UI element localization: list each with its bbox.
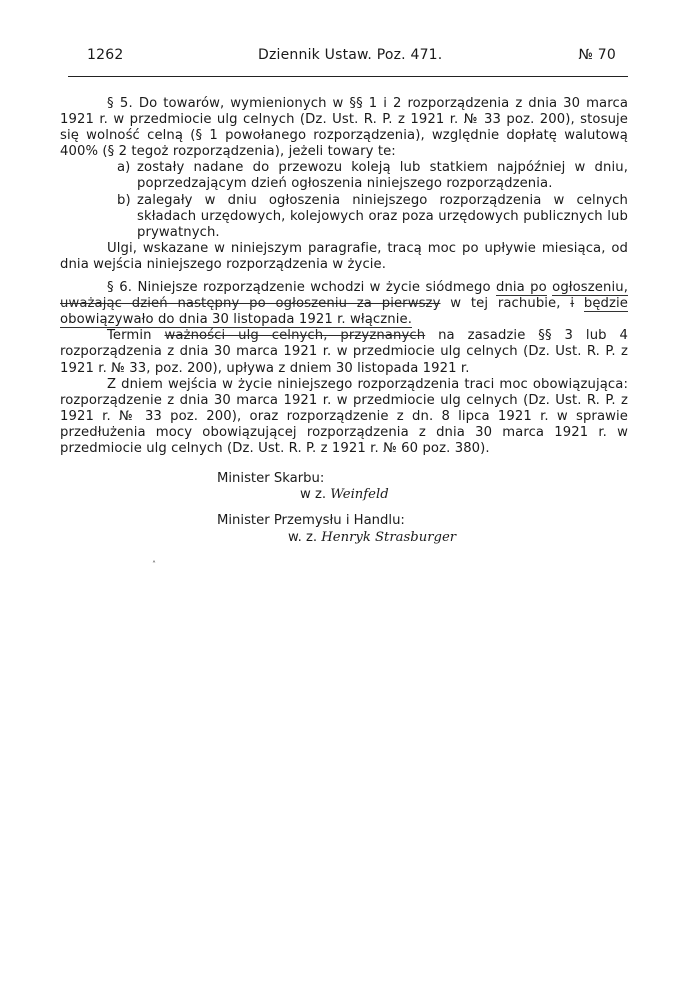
- page-number: 1262: [87, 47, 124, 63]
- signature-minister-1-title: Minister Skarbu:: [217, 471, 325, 486]
- section-6-struck-text-1: uważając dzień następny po ogłoszeniu za pierwszy: [60, 296, 441, 312]
- section-5-label: § 5.: [107, 96, 133, 111]
- termin-rest: na zasadzie §§ 3 lub 4 rozporządzenia z dnia 30 marca 1921 r. w przedmiocie ulg celnych (Dz. Ust. R. P. z 1921 r. № 33, poz. 200), upływa z dniem 30 listopada 1921 r.: [60, 328, 628, 376]
- section-6-struck-text-2: i: [570, 296, 575, 312]
- section-5-text: Do towarów, wymienionych w §§ 1 i 2 rozporządzenia z dnia 30 marca 1921 r. w przedmiocie ulg celnych (Dz. Ust. R. P. z 1921 r. № 33 poz. 200), stosuje się wolność celną (§ 1 powołanego rozporządzenia), względnie dopłatę walutową 400% (§ 2 tegoż rozporządzenia), jeżeli towary te:: [60, 96, 629, 160]
- section-6-ogloszeniu: ogłoszeniu,: [552, 280, 628, 296]
- item-a-marker: a): [117, 160, 131, 176]
- section-5-item-b: [60, 193, 628, 241]
- termin-paragraph: [60, 328, 628, 376]
- document-body: [60, 96, 628, 457]
- signature-minister-2-name: Henryk Strasburger: [321, 530, 457, 545]
- section-6-w-tej: w tej rachubie,: [450, 296, 561, 312]
- item-b-marker: b): [117, 192, 131, 208]
- signature-minister-1: [300, 487, 389, 503]
- item-a-text: zostały nadane do przewozu koleją lub statkiem najpóźniej w dniu, poprzedzającym dzień ogłoszenia niniejszego rozporządzenia.: [137, 160, 628, 192]
- section-gap: [60, 273, 628, 280]
- signature-minister-1-name: Weinfeld: [330, 487, 389, 502]
- page-mark: ˄: [152, 560, 156, 569]
- final-paragraph: Z dniem wejścia w życie niniejszego rozporządzenia traci moc obowiązująca: rozporządzenie z dnia 30 marca 1921 r. w przedmiocie ulg celnych (Dz. Ust. R. P. z 1921 r. № 33 poz. 200), oraz rozporządzenie z dn. 8 lipca 1921 r. w sprawie przedłużenia mocy obowiązującej rozporządzenia z dnia 30 marca 1921 r. w przedmiocie ulg celnych (Dz. Ust. R. P. z 1921 r. № 60 poz. 380).: [60, 376, 628, 456]
- item-b-text: zalegały w dniu ogłoszenia niniejszego rozporządzenia w celnych składach urzędowych, kolejowych oraz poza urzędowych publicznych lub prywatnych.: [137, 192, 628, 240]
- section-5-item-a: [60, 160, 628, 192]
- signature-minister-1-prefix: w z.: [300, 487, 327, 502]
- document-page: [60, 0, 628, 983]
- signature-minister-2-prefix: w. z.: [288, 530, 318, 545]
- signature-minister-2: [288, 530, 456, 546]
- section-5-paragraph: [60, 96, 628, 160]
- section-6-text-start: Niniejsze rozporządzenie wchodzi w życie siódmego: [137, 280, 491, 296]
- section-6-dnia-po: dnia po: [495, 280, 547, 296]
- section-5-closing: Ulgi, wskazane w niniejszym paragrafie, tracą moc po upływie miesiąca, od dnia wejścia niniejszego rozporządzenia w życie.: [60, 240, 628, 272]
- termin-start: Termin: [107, 328, 152, 344]
- termin-struck-text: ważności ulg celnych, przyznanych: [164, 328, 426, 344]
- page-header: [60, 47, 628, 67]
- header-rule: [68, 76, 628, 77]
- section-6-paragraph: [60, 280, 628, 328]
- issue-number: № 70: [578, 47, 616, 63]
- section-6-text-end: będzie obowiązywało do dnia 30 listopada 1921 r. włącznie.: [60, 296, 628, 328]
- signature-minister-2-title: Minister Przemysłu i Handlu:: [217, 513, 405, 528]
- journal-title: Dziennik Ustaw. Poz. 471.: [258, 47, 443, 63]
- section-6-label: § 6.: [107, 280, 133, 296]
